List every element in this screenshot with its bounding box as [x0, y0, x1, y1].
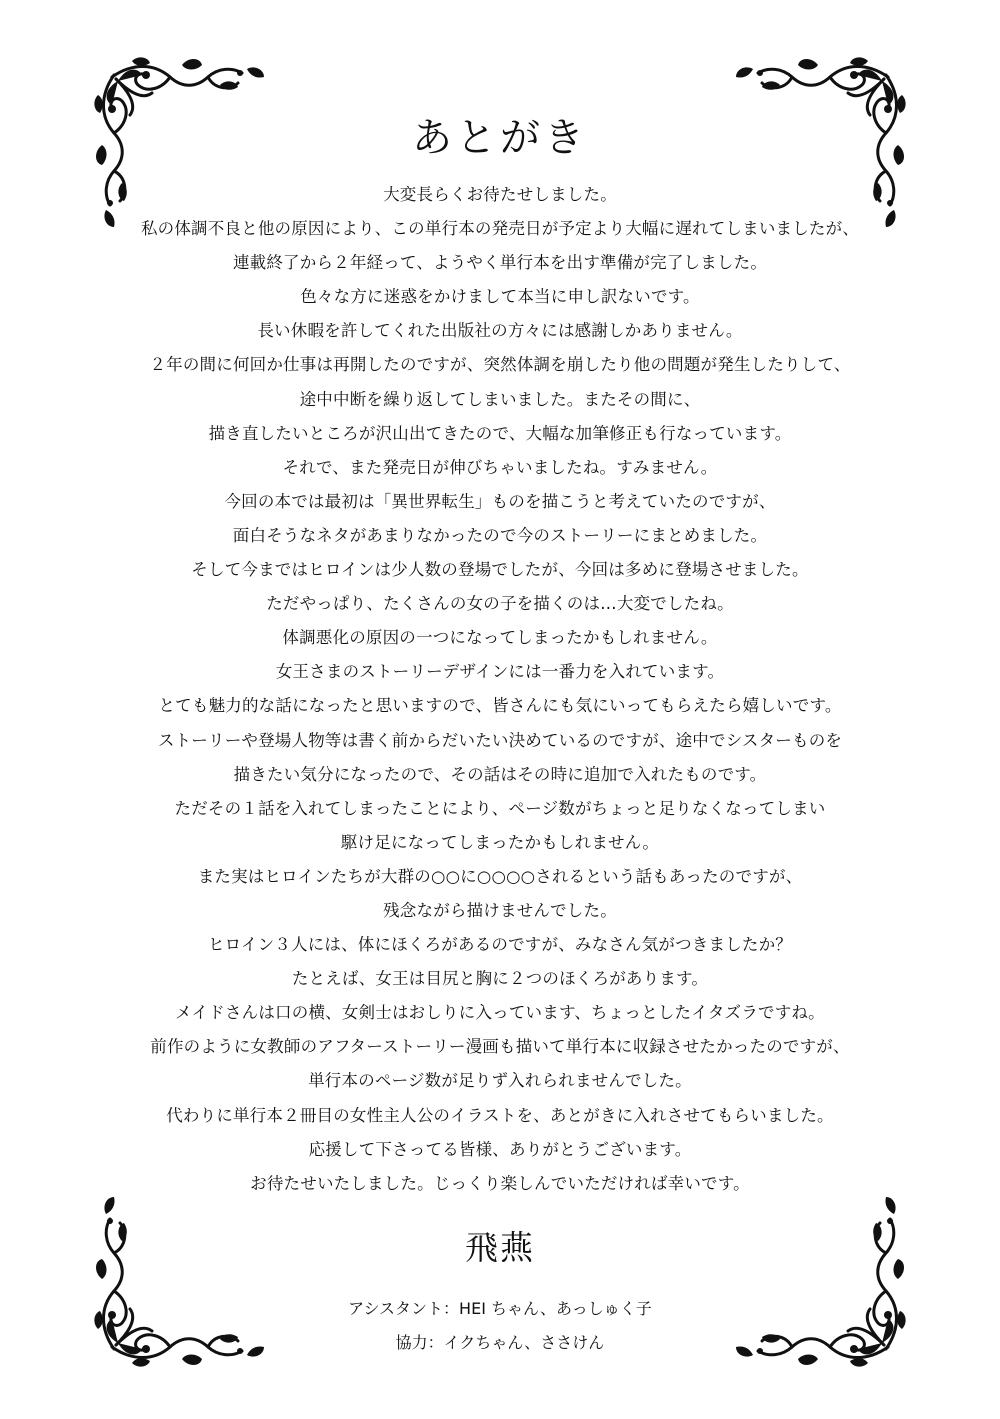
body-line: 今回の本では最初は「異世界転生」ものを描こうと考えていたのですが、 — [224, 491, 776, 511]
body-line: 女王さまのストーリーデザインには一番力を入れています。 — [275, 662, 725, 682]
credit-assistant: アシスタント：HEI ちゃん、あっしゅく子 — [348, 1299, 652, 1318]
body-line: 残念ながら描けませんでした。 — [383, 900, 617, 920]
credit-cooperation: 協力：イクちゃん、ささけん — [395, 1333, 605, 1352]
credits — [0, 1292, 1000, 1360]
body-line: ２年の間に何回か仕事は再開したのですが、突然体調を崩したり他の問題が発生したりして、 — [149, 355, 851, 375]
body-line: ただやっぱり、たくさんの女の子を描くのは…大変でしたね。 — [266, 594, 734, 614]
body-line: 代わりに単行本２冊目の女性主人公のイラストを、あとがきに入れさせてもらいました。 — [166, 1105, 834, 1125]
body-line: 体調悪化の原因の一つになってしまったかもしれません。 — [282, 628, 718, 648]
body-line: お待たせいたしました。じっくり楽しんでいただければ幸いです。 — [250, 1173, 750, 1193]
body-line: そして今まではヒロインは少人数の登場でしたが、今回は多めに登場させました。 — [191, 560, 809, 580]
body-line: それで、また発売日が伸びちゃいましたね。すみません。 — [282, 457, 718, 477]
body-line: 単行本のページ数が足りず入れられませんでした。 — [308, 1071, 692, 1091]
body-line: 色々な方に迷惑をかけまして本当に申し訳ないです。 — [300, 287, 700, 307]
body-line: メイドさんは口の横、女剣士はおしりに入っています、ちょっとしたイタズラですね。 — [175, 1003, 825, 1023]
body-line: 途中中断を繰り返してしまいました。またその間に、 — [299, 389, 701, 409]
author-name: 飛燕 — [465, 1228, 535, 1267]
body-line: 前作のように女教師のアフターストーリー漫画も描いて単行本に収録させたかったのですが、 — [150, 1037, 850, 1057]
body-line: ただその１話を入れてしまったことにより、ページ数がちょっと足りなくなってしまい — [174, 798, 826, 818]
page-title: あとがき — [412, 115, 588, 161]
body-line: 駆け足になってしまったかもしれません。 — [340, 832, 660, 852]
body-line: 私の体調不良と他の原因により、この単行本の発売日が予定より大幅に遅れてしまいましたが、 — [140, 219, 860, 239]
body-line: 大変長らくお待たせしました。 — [383, 185, 617, 204]
body-line: たとえば、女王は目尻と胸に２つのほくろがあります。 — [291, 969, 709, 989]
body-line: また実はヒロインたちが大群の○○に○○○○されるという話もあったのですが、 — [197, 866, 803, 886]
body-line: ヒロイン３人には、体にほくろがあるのですが、みなさん気がつきましたか？ — [207, 935, 792, 955]
afterword-body — [60, 178, 940, 1201]
body-line: とても魅力的な話になったと思いますので、皆さんにも気にいってもらえたら嬉しいです。 — [158, 696, 842, 716]
body-line: 描き直したいところが沢山出てきたので、大幅な加筆修正も行なっています。 — [208, 423, 792, 443]
body-line: 面白そうなネタがあまりなかったので今のストーリーにまとめました。 — [232, 525, 768, 545]
body-line: 長い休暇を許してくれた出版社の方々には感謝しかありません。 — [257, 321, 743, 341]
body-line: ストーリーや登場人物等は書く前からだいたい決めているのですが、途中でシスターものを — [157, 730, 843, 750]
body-line: 応援して下さってる皆様、ありがとうございます。 — [308, 1139, 692, 1159]
body-line: 描きたい気分になったので、その話はその時に追加で入れたものです。 — [233, 764, 767, 784]
body-line: 連載終了から２年経って、ようやく単行本を出す準備が完了しました。 — [232, 253, 768, 273]
